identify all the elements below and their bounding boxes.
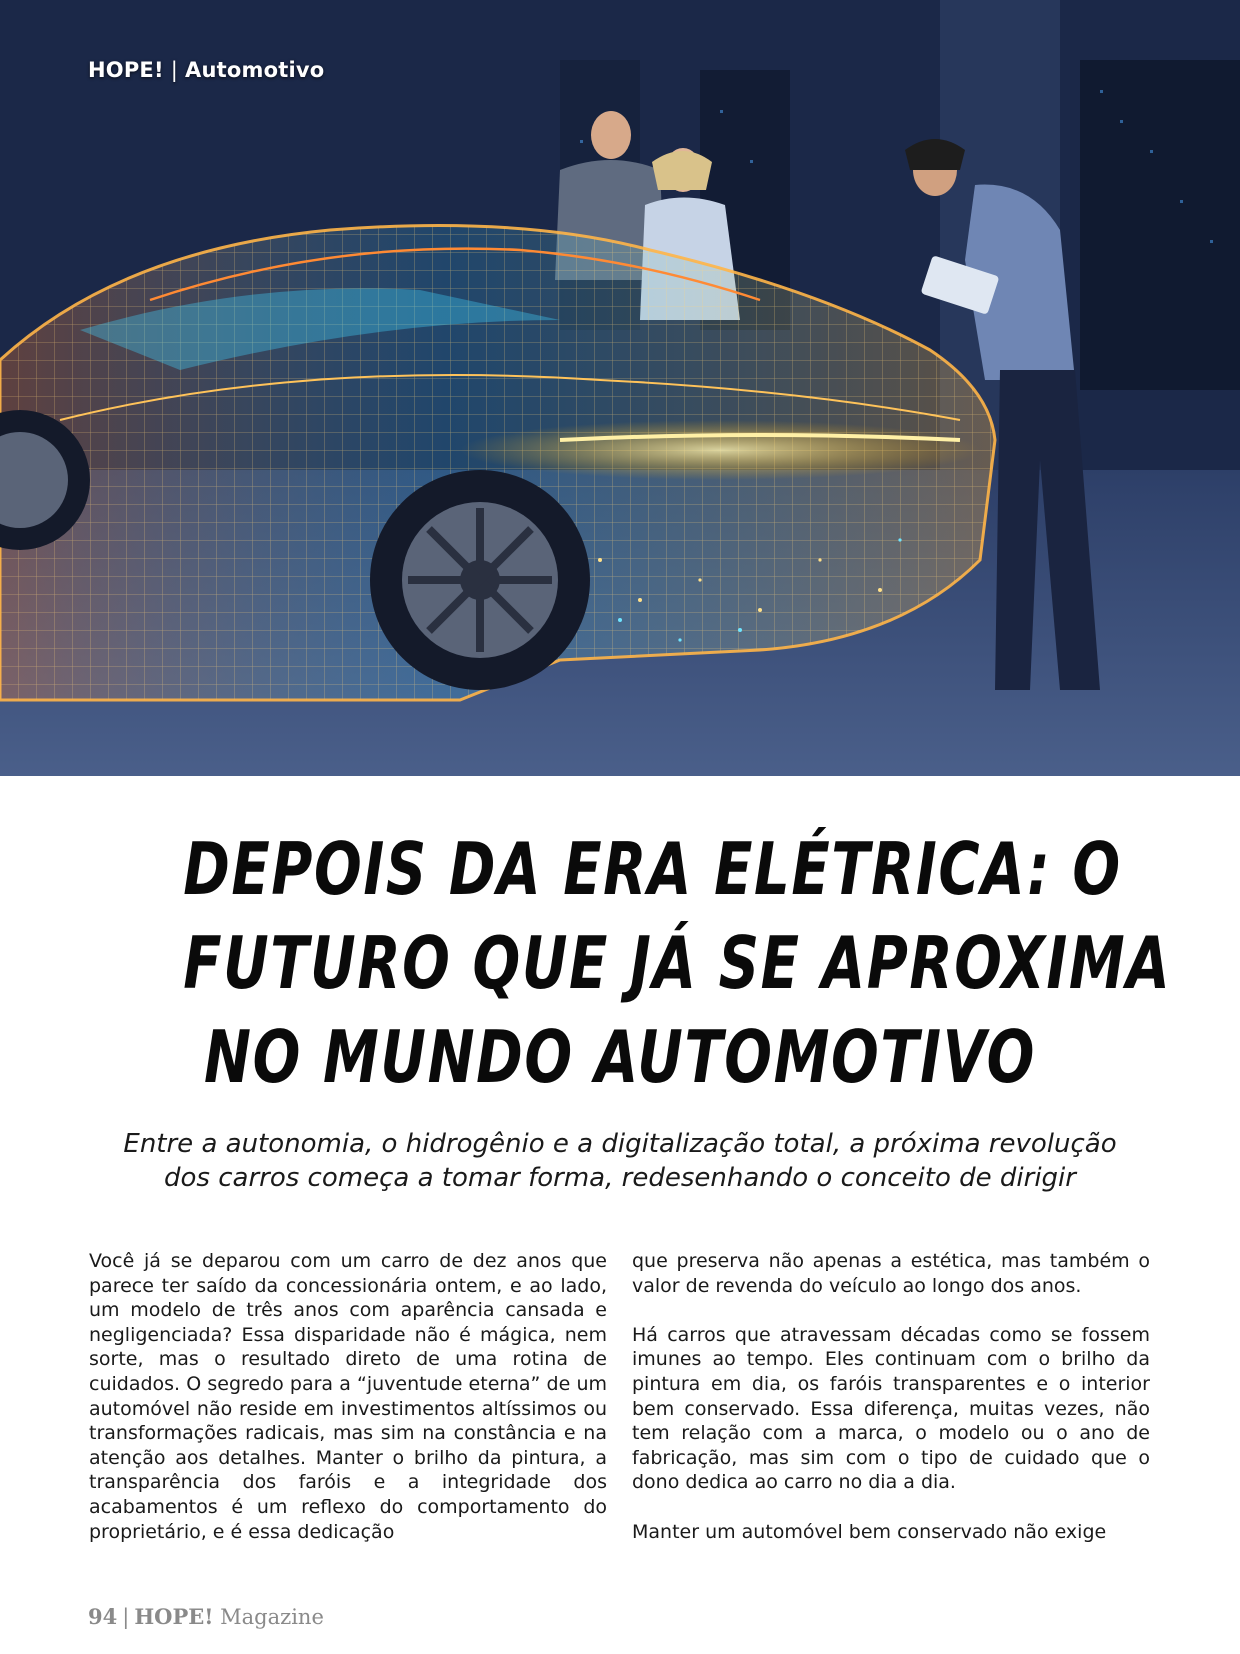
section-separator: | — [170, 58, 179, 82]
body-paragraph: Há carros que atravessam décadas como se fossem imunes ao tempo. Eles continuam com o brilho da pintura em dia, os faróis transparentes e o interior bem conservado. Essa diferença, muitas vezes, não tem relação com a marca, o modelo ou o ano de fabricação, mas sim com o tipo de cuidado que o dono dedica ao carro no dia a dia. — [632, 1323, 1150, 1494]
title-line: DEPOIS DA ERA ELÉTRICA: O — [183, 827, 1122, 911]
footer-separator: | — [122, 1605, 130, 1629]
body-column-right — [632, 1249, 1150, 1569]
subtitle-line: dos carros começa a tomar forma, redesenhando o conceito de dirigir — [164, 1163, 1076, 1193]
title-line: NO MUNDO AUTOMOTIVO — [204, 1015, 1036, 1099]
body-paragraph: Você já se deparou com um carro de dez anos que parece ter saído da concessionária ontem, e ao lado, um modelo de três anos com aparência cansada e negligenciada? Essa disparidade não é mágica, nem sorte, mas o resultado direto de uma rotina de cuidados. O segredo para a “juventude eterna” de um automóvel não reside em investimentos altíssimos ou transformações radicais, mas sim na constância e na atenção aos detalhes. Manter o brilho da pintura, a transparência dos faróis e a integridade dos acabamentos é um reflexo do comportamento do proprietário, e é essa dedicação — [89, 1250, 607, 1543]
magazine-name: HOPE! — [88, 58, 164, 82]
hero-image — [0, 0, 1240, 776]
footer-brand: HOPE! — [134, 1604, 214, 1629]
article-subtitle — [60, 1127, 1180, 1195]
page-footer — [88, 1604, 324, 1629]
page-number: 94 — [88, 1604, 118, 1629]
section-tag — [88, 58, 324, 82]
body-paragraph: Manter um automóvel bem conservado não exige — [632, 1520, 1107, 1543]
footer-label: Magazine — [220, 1605, 324, 1629]
subtitle-line: Entre a autonomia, o hidrogênio e a digitalização total, a próxima revolução — [123, 1129, 1117, 1159]
section-name: Automotivo — [185, 58, 325, 82]
car-wireframe-illustration — [0, 0, 1240, 776]
article-title — [183, 822, 1172, 1104]
body-paragraph: que preserva não apenas a estética, mas também o valor de revenda do veículo ao longo dos anos. — [632, 1250, 1150, 1297]
body-column-left — [89, 1249, 607, 1569]
title-line: FUTURO QUE JÁ SE APROXIMA — [183, 921, 1172, 1005]
